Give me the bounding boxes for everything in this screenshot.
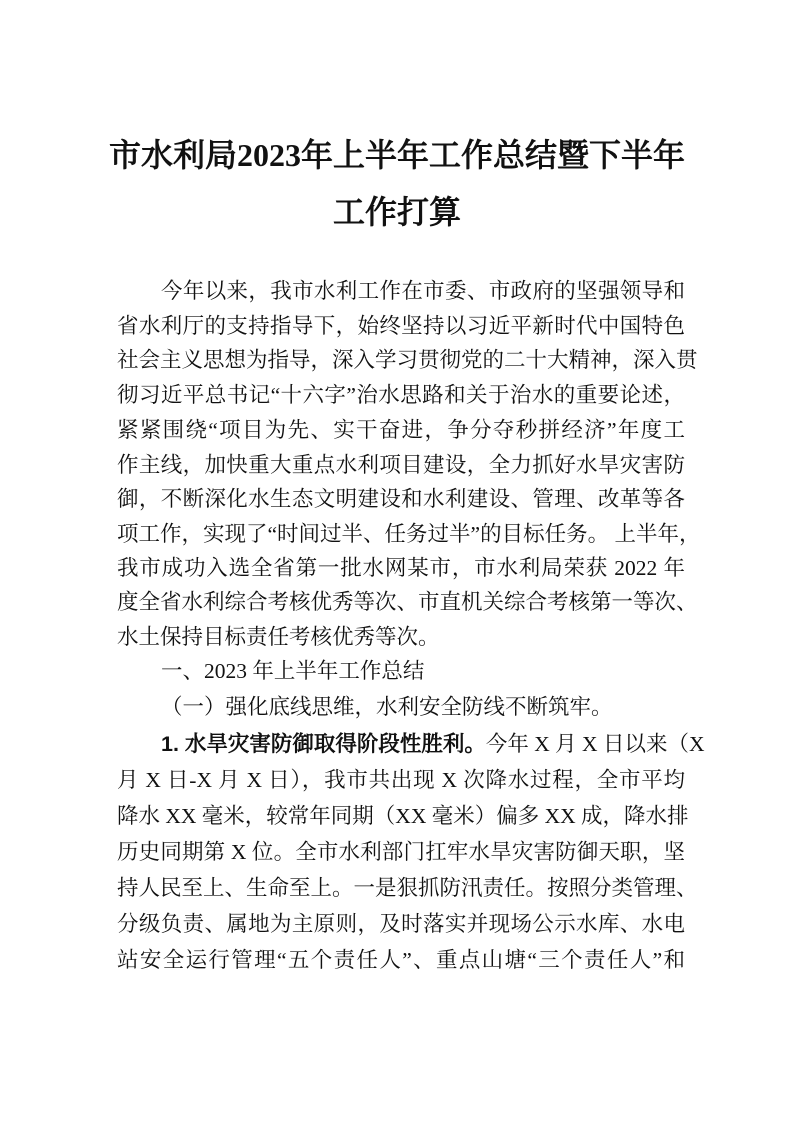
text-line: 社会主义思想为指导，深入学习贯彻党的二十大精神，深入贯 xyxy=(117,348,698,372)
text-line: 分级负责、属地为主原则，及时落实并现场公示水库、水电 xyxy=(117,912,685,936)
title-line-1: 市水利局2023年上半年工作总结暨下半年 xyxy=(108,137,685,173)
text-line xyxy=(117,731,705,757)
text-line: 今年以来，我市水利工作在市委、市政府的坚强领导和 xyxy=(161,279,685,303)
text-line: 持人民至上、生命至上。一是狠抓防汛责任。按照分类管理、 xyxy=(117,876,698,900)
lead-rest: 今年 X 月 X 日以来（X xyxy=(485,732,705,756)
bold-lead: 1. 水旱灾害防御取得阶段性胜利。 xyxy=(161,732,486,756)
text-line: 历史同期第 X 位。全市水利部门扛牢水旱灾害防御天职，坚 xyxy=(117,840,685,864)
section-heading-1: 一、2023 年上半年工作总结 xyxy=(161,659,425,683)
text-line: 降水 XX 毫米，较常年同期（XX 毫米）偏多 XX 成，降水排 xyxy=(117,804,689,828)
text-line: 月 X 日-X 月 X 日），我市共出现 X 次降水过程，全市平均 xyxy=(117,768,685,792)
text-line: 水土保持目标责任考核优秀等次。 xyxy=(117,625,440,649)
text-line: 站安全运行管理“五个责任人”、重点山塘“三个责任人”和 xyxy=(117,948,685,972)
text-line: 项工作，实现了“时间过半、任务过半”的目标任务。 上半年， xyxy=(117,522,701,546)
text-line: 紧紧围绕“项目为先、实干奋进，争分夺秒拼经济”年度工 xyxy=(117,418,685,442)
text-line: 我市成功入选全省第一批水网某市，市水利局荣获 2022 年 xyxy=(117,556,685,580)
text-line: 御，不断深化水生态文明建设和水利建设、管理、改革等各 xyxy=(117,487,685,511)
text-line: 作主线，加快重大重点水利项目建设，全力抓好水旱灾害防 xyxy=(117,453,685,477)
text-line: 彻习近平总书记“十六字”治水思路和关于治水的重要论述， xyxy=(117,383,685,407)
title-line-2: 工作打算 xyxy=(332,194,461,230)
text-line: 度全省水利综合考核优秀等次、市直机关综合考核第一等次、 xyxy=(117,590,698,614)
section-heading-2: （一）强化底线思维，水利安全防线不断筑牢。 xyxy=(161,695,613,719)
text-line: 省水利厅的支持指导下，始终坚持以习近平新时代中国特色 xyxy=(117,314,685,338)
